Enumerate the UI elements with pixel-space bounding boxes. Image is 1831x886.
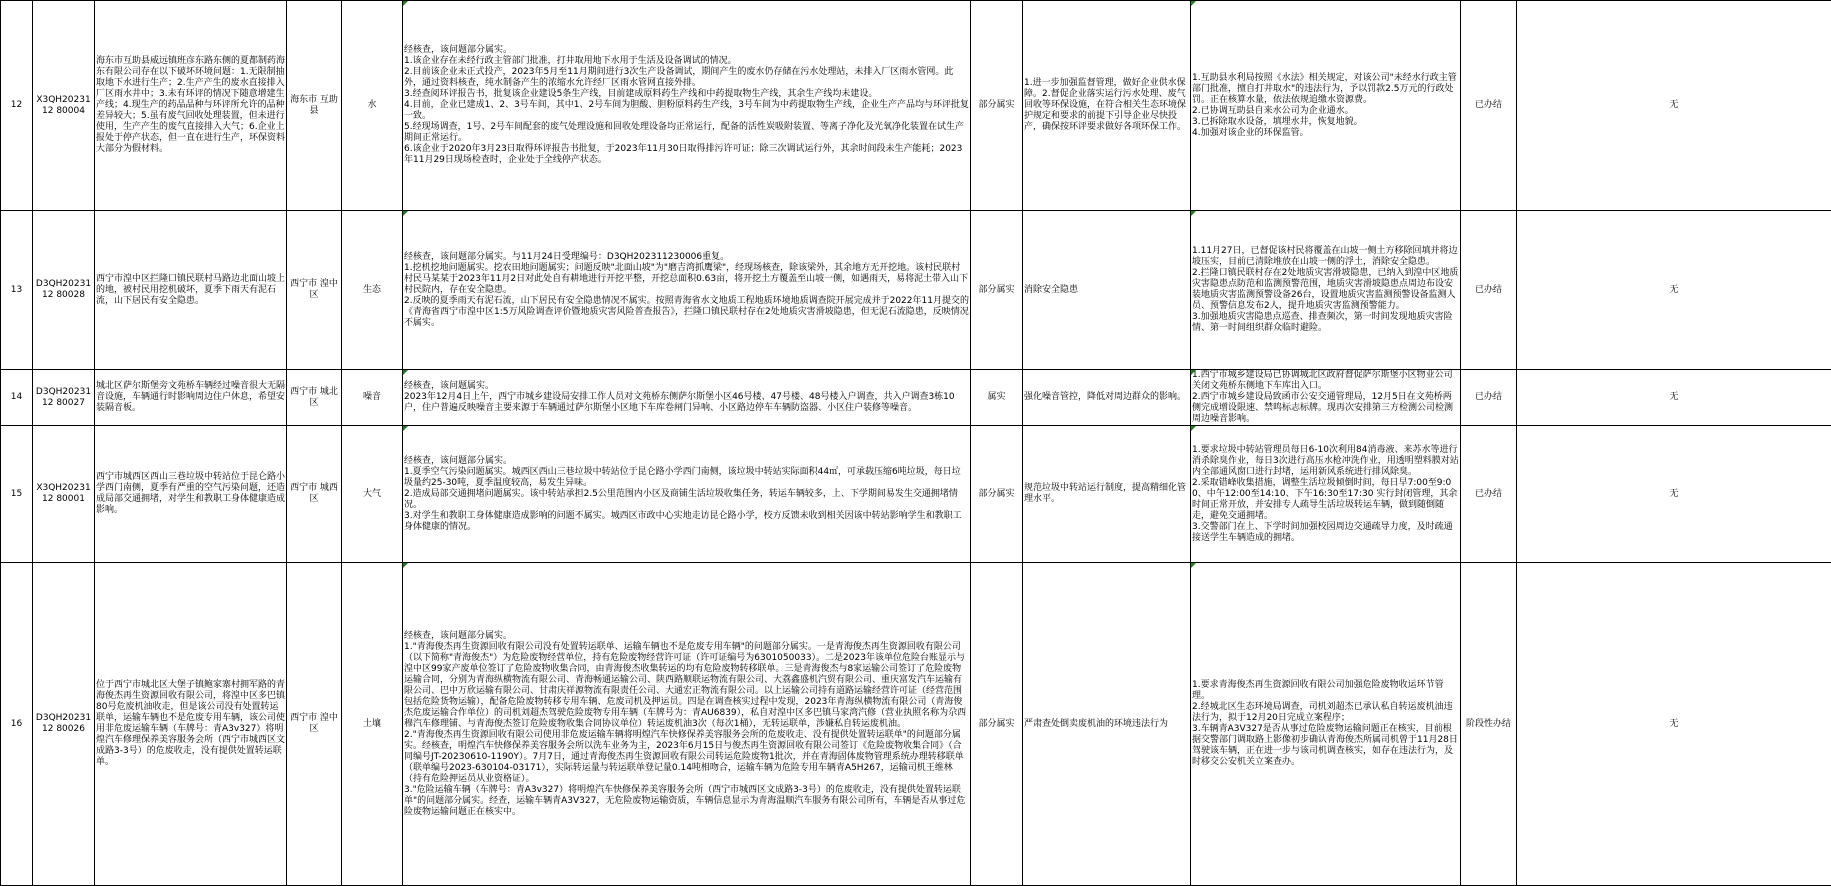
status-text: 阶段性办结 <box>1462 719 1515 730</box>
complaint-description-cell <box>95 426 287 563</box>
handling-result-cell <box>1191 211 1461 370</box>
district-text: 西宁市 城西区 <box>288 483 340 505</box>
verdict-cell <box>971 1 1023 211</box>
handling-result-text: 1.互助县水利局按照《水法》相关规定，对该公司"未经水行政主管部门批准，擅自打井取水"的违法行为，予以罚款2.5万元的行政处罚。正在核算水量，依法依规追缴水资源费。 2.已协调互助县自来水公司为企业通水。 3.已拆除取水设备，填埋水井，恢复地貌。 4.加强对该企业的环保监管。 <box>1192 73 1459 139</box>
verdict-text: 部分属实 <box>972 489 1021 500</box>
pollution-type-text: 噪音 <box>343 392 401 403</box>
pollution-type-text: 生态 <box>343 285 401 296</box>
rectification-measures-text: 规范垃圾中转站运行制度，提高精细化管理水平。 <box>1024 483 1189 505</box>
accountability-text: 无 <box>1518 285 1830 296</box>
district-text: 西宁市 城北区 <box>288 387 340 409</box>
table-row <box>1 1 1831 211</box>
status-cell <box>1461 211 1517 370</box>
district-text: 海东市 互助县 <box>288 95 340 117</box>
row-number-cell <box>1 370 33 426</box>
row-number-text: 16 <box>2 719 31 730</box>
case-code-cell <box>33 1 95 211</box>
investigation-finding-cell <box>403 563 971 886</box>
case-code-cell <box>33 211 95 370</box>
district-cell <box>287 370 342 426</box>
pollution-type-text: 土壤 <box>343 719 401 730</box>
investigation-finding-text: 经核查，该问题部分属实。与11月24日受理编号：D3QH202311230006重复。 1.挖机挖地问题属实。挖农田地问题属实；问题反映"北面山坡"为"磨吉湾抓鹰梁"，经现场核查，除该梁外，其余地方无开挖地。该村民联村村民马某某于2023年11月2日对此处自有耕地进行开挖平整，开挖总面积0.63亩，将开挖土方覆盖至山坡一侧，如遇雨天，易将泥土带入山下村民院内，存在安全隐患。 2.反映的夏季雨天有泥石流，山下居民有安全隐患情况不属实。按照青海省水文地质工程地质环境地质调查院开展完成并于2022年11月提交的《青海省西宁市湟中区1:5万风险调查评价暨地质灾害风险普查报告》，拦隆口镇民联村存在2处地质灾害滑坡隐患，但无泥石流隐患，反映情况不属实。 <box>404 252 969 329</box>
pollution-type-cell <box>342 1 403 211</box>
investigation-finding-cell <box>403 370 971 426</box>
verdict-cell <box>971 426 1023 563</box>
verdict-text: 部分属实 <box>972 100 1021 111</box>
complaint-description-text: 西宁市城西区西山三巷垃圾中转站位于昆仑路小学西门南侧，夏季有严重的空气污染问题，还造成局部交通拥堵，对学生和教职工身体健康造成影响。 <box>96 472 285 516</box>
table-row <box>1 426 1831 563</box>
pollution-type-cell <box>342 370 403 426</box>
accountability-cell <box>1517 563 1831 886</box>
status-cell <box>1461 563 1517 886</box>
handling-result-text: 1.要求垃圾中转站管理员每日6-10次利用84消毒液、来苏水等进行消杀除臭作业，每日3次进行高压水枪冲洗作业，用透明塑料膜对站内全部通风窗口进行封堵，运用新风系统进行排风除臭。 2.采取错峰收集措施，调整生活垃圾倾倒时间，每日早7:00至9:00、中午12:00至14:10、下午16:30至17:30 实行封闭管理，其余时间正常开放，并安排专人疏导生活垃圾转运车辆，做到随倒随走，避免交通拥堵。 3.交警部门在上、下学时间加强校园周边交通疏导力度，及时疏通接送学生车辆造成的拥堵。 <box>1192 445 1459 544</box>
accountability-cell <box>1517 370 1831 426</box>
verdict-cell <box>971 211 1023 370</box>
case-code-text: D3QH2023112 80026 <box>34 713 93 735</box>
district-cell <box>287 1 342 211</box>
pollution-type-text: 水 <box>343 100 401 111</box>
handling-result-text: 1.西宁市城乡建设局已协调城北区政府督促萨尔斯堡小区物业公司关闭文苑桥东侧地下车库出入口。 2.西宁市城乡建设局致函市公安交通管理局，12月5日在文苑桥两侧完成增设限速、禁鸣标志标牌。现再次安排第三方检测公司检测周边噪音影响。 <box>1192 370 1459 425</box>
accountability-text: 无 <box>1518 719 1830 730</box>
rectification-measures-cell <box>1023 426 1191 563</box>
row-number-cell <box>1 563 33 886</box>
row-number-text: 12 <box>2 100 31 111</box>
handling-result-cell <box>1191 1 1461 211</box>
complaint-description-text: 西宁市湟中区拦隆口镇民联村马路边北面山坡上的地，被村民用挖机破坏，夏季下雨天有泥石流，山下居民有安全隐患。 <box>96 274 285 307</box>
row-number-cell <box>1 211 33 370</box>
verdict-text: 部分属实 <box>972 719 1021 730</box>
complaint-description-cell <box>95 211 287 370</box>
handling-result-cell <box>1191 563 1461 886</box>
row-number-cell <box>1 426 33 563</box>
case-code-cell <box>33 370 95 426</box>
pollution-type-cell <box>342 211 403 370</box>
row-number-text: 15 <box>2 489 31 500</box>
verdict-cell <box>971 563 1023 886</box>
pollution-type-cell <box>342 563 403 886</box>
accountability-text: 无 <box>1518 100 1830 111</box>
verdict-text: 属实 <box>972 392 1021 403</box>
case-code-cell <box>33 426 95 563</box>
table-body <box>1 1 1831 886</box>
table-row <box>1 370 1831 426</box>
case-code-cell <box>33 563 95 886</box>
row-number-cell <box>1 1 33 211</box>
accountability-cell <box>1517 426 1831 563</box>
rectification-measures-text: 严肃查处倒卖废机油的环境违法行为 <box>1024 719 1189 730</box>
status-text: 已办结 <box>1462 489 1515 500</box>
status-cell <box>1461 1 1517 211</box>
complaint-description-cell <box>95 563 287 886</box>
accountability-text: 无 <box>1518 392 1830 403</box>
complaint-description-text: 城北区萨尔斯堡旁文苑桥车辆经过噪音很大无隔音设施，车辆通行时影响周边住户休息，希望安装隔音板。 <box>96 381 285 414</box>
status-text: 已办结 <box>1462 392 1515 403</box>
rectification-measures-cell <box>1023 211 1191 370</box>
table-row <box>1 211 1831 370</box>
verdict-cell <box>971 370 1023 426</box>
handling-result-text: 1.要求青海俊杰再生资源回收有限公司加强危险废物收运环节管理。 2.经城北区生态环境局调查，司机刘超杰已承认私自转运废机油违法行为，拟于12月20日完成立案程序； 3.车辆青A3V327是否从事过危险废物运输问题正在核实，目前根据交警部门调取路上影像初步确认青海俊杰所属司机曾于11月28日驾驶该车辆，正在进一步与该司机调查核实，如存在违法行为，及时移交公安机关立案查办。 <box>1192 680 1459 768</box>
case-code-text: D3QH2023112 80027 <box>34 387 93 409</box>
rectification-measures-text: 1.进一步加强监督管理，做好企业供水保障。2.督促企业落实运行污水处理、废气回收等环保设施，在符合相关生态环境保护规定和要求的前提下引导企业尽快投产，确保按环评要求做好各项环保工作。 <box>1024 78 1189 133</box>
handling-result-cell <box>1191 426 1461 563</box>
rectification-measures-cell <box>1023 370 1191 426</box>
verdict-text: 部分属实 <box>972 285 1021 296</box>
investigation-finding-cell <box>403 1 971 211</box>
status-text: 已办结 <box>1462 285 1515 296</box>
accountability-text: 无 <box>1518 489 1830 500</box>
investigation-finding-cell <box>403 426 971 563</box>
rectification-measures-text: 消除安全隐患 <box>1024 285 1189 296</box>
case-code-text: X3QH2023112 80001 <box>34 483 93 505</box>
investigation-finding-text: 经核查，该问题属实。 2023年12月4日上午，西宁市城乡建设局安排工作人员对文苑桥东侧萨尔斯堡小区46号楼、47号楼、48号楼入户调查，共入户调查3栋10户，住户普遍反映噪音主要来源于车辆通过萨尔斯堡小区地下车库卷闸门异响、小区路边停车车辆防盗器、小区住户装修等噪音。 <box>404 381 969 414</box>
status-text: 已办结 <box>1462 100 1515 111</box>
complaint-description-text: 位于西宁市城北区大堡子镇鲍家寨村拥军路的青海俊杰再生资源回收有限公司，将湟中区多巴镇80号危废机油收走，但是该公司没有处置转运联单，运输车辆也不是危废专用车辆，该公司使用非危废运输车辆（车牌号：青A3v327）将明煌汽车修理保养美容服务会所（西宁市城西区文成路3-3号）的危废收走，没有提供处置转运联单。 <box>96 680 285 768</box>
rectification-measures-cell <box>1023 563 1191 886</box>
rectification-measures-cell <box>1023 1 1191 211</box>
complaint-description-cell <box>95 1 287 211</box>
district-cell <box>287 211 342 370</box>
row-number-text: 14 <box>2 392 31 403</box>
case-code-text: D3QH2023112 80028 <box>34 279 93 301</box>
case-code-text: X3QH2023112 80004 <box>34 95 93 117</box>
accountability-cell <box>1517 211 1831 370</box>
pollution-type-cell <box>342 426 403 563</box>
district-text: 西宁市 湟中区 <box>288 713 340 735</box>
investigation-finding-cell <box>403 211 971 370</box>
rectification-measures-text: 强化噪音管控，降低对周边群众的影响。 <box>1024 392 1189 403</box>
investigation-finding-text: 经核查，该问题部分属实。 1."青海俊杰再生资源回收有限公司没有处置转运联单、运输车辆也不是危废专用车辆"的问题部分属实。一是青海俊杰再生资源回收有限公司（以下简称"青海俊杰"）为危险废物经营单位，持有危险废物经营许可证（许可证编号为6301050033）。二是2023年该单位危险台账显示与湟中区99家产废单位签订了危险废物收集合同，由青海俊杰收集转运的均有危险废物转移联单。三是青海俊杰与8家运输公司签订了危险废物运输合同，分别为青海纵横物流有限公司、青海畅通运输公司、陕西路顺联运物流有限公司、大荔鑫盛机汽贸有限公司、重庆富发汽车运输有限公司、巴中万欣运输有限公司、甘肃庆祥源物流有限责任公司、大通宏正物流有限公司。以上运输公司持有道路运输经营许可证（经营范围包括危险货物运输），配备危险废物转移专用车辆、危废司机及押运员。四是在调查核实过程中发现，2023年青海纵横物流有限公司（青海俊杰危废运输合作单位）的司机刘超杰驾驶危险废物专用车辆（车牌号为：青AU6839），私自对湟中区多巴镇马家湾汽修（营业执照名称为尕西穆汽车修理铺、与青海俊杰签订危险废物收集合同协议单位）转运废机油3次（每次1桶），无转运联单，涉嫌私自转运废机油。 2."青海俊杰再生资源回收有限公司使用非危废运输车辆将明煌汽车快修保养美容服务会所的危废收走、没有提供处置转运联单"的问题部分属实。经核查，明煌汽车快修保养美容服务会所以洗车业务为主，2023年6月15日与俊杰再生资源回收有限公司签订《危险废物收集合同》（合同编号JT-20230610-1190Y）。7月7日，通过青海俊杰再生资源回收有限公司转运危险废物1批次，并在青海固体废物管理系统办理转移联单（联单编号2023-630104-03171），实际转运量与转运联单登记量0.14吨相吻合，运输车辆为危险专用车辆青A5H267，运输司机王维林（持有危险押运员从业资格证）。 3."危险运输车辆（车牌号：青A3v327）将明煌汽车快修保养美容服务会所（西宁市城西区文成路3-3号）的危废收走，没有提供处置转运联单"的问题部分属实。经查，运输车辆青A3V327，无危险废物运输资质，车辆信息显示为青海温顺汽车服务有限公司所有，车辆是否从事过危险废物运输问题正在核实中。 <box>404 631 969 818</box>
status-cell <box>1461 370 1517 426</box>
investigation-finding-text: 经核查，该问题部分属实。 1.夏季空气污染问题属实。城西区西山三巷垃圾中转站位于昆仑路小学西门南侧，该垃圾中转站实际面积44㎡，可承载压缩6吨垃圾，每日垃圾量约25-30吨，夏季温度较高，易发生异味。 2.造成局部交通拥堵问题属实。该中转站承担2.5公里范围内小区及商铺生活垃圾收集任务，转运车辆较多，上、下学期间易发生交通拥堵情况。 3.对学生和教职工身体健康造成影响的问题不属实。城西区市政中心实地走访昆仑路小学，校方反馈未收到相关因该中转站影响学生和教职工身体健康的情况。 <box>404 456 969 533</box>
table-row <box>1 563 1831 886</box>
complaint-description-cell <box>95 370 287 426</box>
investigation-finding-text: 经核查，该问题部分属实。 1.该企业存在未经行政主管部门批准，打井取用地下水用于生活及设备调试的情况。 2.目前该企业未正式投产，2023年5月至11月期间进行3次生产设备调试，期间产生的废水仍存储在污水处理站，未排入厂区雨水管网。此外，通过资料核查，纯水制备产生的浓缩水允许经厂区雨水管网直接外排。 3.经查阅环评报告书，批复该企业建设5条生产线，目前建成原料药生产线和中药提取物生产线，其余生产线均未建设。 4.目前，企业已建成1、2、3号车间，其中1、2号车间为胆酸、胆粉原料药生产线，3号车间为中药提取物生产线，企业生产产品均与环评批复一致。 5.经现场调查，1号、2号车间配套的废气处理设施和回收处理设备均正常运行，配备的活性炭吸附装置、等离子净化及光氧净化装置在试生产期间正常运行。 6.该企业于2020年3月23日取得环评报告书批复，于2023年11月30日取得排污许可证；除三次调试运行外，其余时间段未生产能耗；2023年11月29日现场检查时，企业处于全线停产状态。 <box>404 45 969 166</box>
district-text: 西宁市 湟中区 <box>288 279 340 301</box>
district-cell <box>287 426 342 563</box>
complaint-description-text: 海东市互助县威远镇班彦东路东侧的夏都制药海东有限公司存在以下破坏环境问题：1.无限制抽取地下水进行生产；2.生产产生的废水直接排入厂区雨水井中；3.未有环评的情况下随意增建生产线；4.现生产的药品品种与环评所允许的品种差异较大；5.虽有废气回收处理装置，但未进行使用，生产产生的废气直接排入大气；6.企业上报处于停产状态，但一直在进行生产，环保资料大部分为假材料。 <box>96 56 285 155</box>
district-cell <box>287 563 342 886</box>
accountability-cell <box>1517 1 1831 211</box>
pollution-type-text: 大气 <box>343 489 401 500</box>
status-cell <box>1461 426 1517 563</box>
handling-result-cell <box>1191 370 1461 426</box>
row-number-text: 13 <box>2 285 31 296</box>
handling-result-text: 1.11月27日，已督促该村民将覆盖在山坡一侧土方移除回填并将边坡压实，目前已清除堆放在山坡一侧的浮土，消除安全隐患。 2.拦隆口镇民联村存在2处地质灾害滑坡隐患，已纳入到湟中区地质灾害隐患点防范和监测预警范围，地质灾害滑坡隐患点周边布设安装地质灾害监测预警设备26台，设置地质灾害监测预警设备监测人员、预警信息发布2人，提升地质灾害监测预警能力。 3.加强地质灾害隐患点巡查、排查频次，第一时间发现地质灾害险情、第一时间组织群众临时避险。 <box>1192 246 1459 334</box>
